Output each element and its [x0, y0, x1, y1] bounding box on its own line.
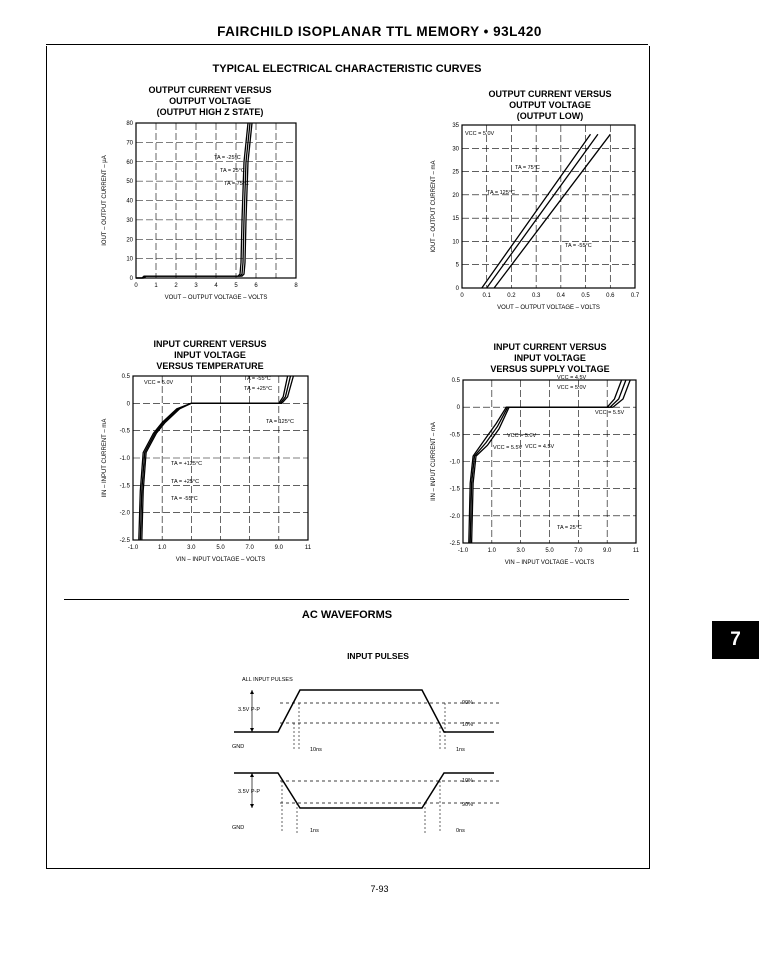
chart2-ylabel: IOUT – OUTPUT CURRENT – mA	[431, 160, 437, 253]
chart2-xtick-label-1: 0.1	[482, 293, 491, 299]
chart2-xtick-label-5: 0.5	[581, 293, 590, 299]
all-input-pulses-label: ALL INPUT PULSES	[242, 677, 293, 683]
chart3-title-line1: INPUT CURRENT VERSUS	[153, 339, 267, 349]
chart3-ytick-label-5: -2.0	[119, 510, 130, 517]
chart1-title-line2: OUTPUT VOLTAGE	[169, 96, 251, 106]
chart-input-vs-supply	[425, 374, 655, 574]
chart3-ytick-label-3: -1.0	[119, 456, 130, 462]
chart2-xlabel: VOUT – OUTPUT VOLTAGE – VOLTS	[497, 305, 600, 311]
chart1-xtick-label-8: 8	[294, 283, 298, 289]
chart4-ytick-label-0: 0.5	[451, 378, 460, 384]
chart2-title-line3: (OUTPUT LOW)	[516, 111, 584, 121]
chart2-annotation-0: VCC = 5.0V	[465, 131, 495, 137]
page-number: 7-93	[370, 884, 389, 894]
chart4-ytick-label-5: -2.0	[449, 513, 460, 520]
chart1-xtick-label-4: 4	[214, 283, 218, 289]
chart1-title-line3: (OUTPUT HIGH Z STATE)	[156, 107, 264, 117]
chart2-ytick-label-0: 0	[455, 286, 459, 292]
chart4-annotation-1: VCC = 5.0V	[507, 433, 537, 439]
chart2-ytick-label-1: 5	[455, 262, 459, 269]
chart1-ytick-label-1: 10	[126, 256, 133, 263]
chart4-title-line2: INPUT VOLTAGE	[514, 353, 586, 363]
chart2-xtick-label-6: 0.6	[606, 293, 615, 299]
chart3-xtick-label-1: 1.0	[157, 545, 167, 551]
arrow-down-icon	[250, 804, 254, 808]
chart2-ytick-label-2: 10	[452, 239, 459, 246]
chart2-xtick-label-4: 0.4	[556, 293, 566, 299]
chart3-ylabel: IIN – INPUT CURRENT – mA	[102, 418, 108, 498]
chart2-ytick-label-5: 25	[452, 169, 459, 176]
gnd-label-2: GND	[232, 825, 245, 831]
chart3-ytick-label-2: -0.5	[119, 428, 130, 435]
chart4-annotation-0: VCC = 4.5V	[525, 444, 555, 450]
chart1-ytick-label-6: 60	[126, 159, 133, 166]
chart4-annotation-3: VCC = 4.5V	[557, 375, 587, 381]
chart4-annotation-2: VCC = 5.5V	[493, 445, 523, 451]
chart1-annotation-0: TA = -25°C	[214, 155, 241, 161]
waveform-rising-pulse	[234, 690, 494, 732]
chart1-annotation-1: TA = 25°C	[220, 168, 245, 174]
percent-90-label-2: 90%	[462, 802, 474, 808]
chart1-ylabel: IOUT – OUTPUT CURRENT – µA	[102, 155, 108, 246]
chart-output-high-z	[96, 115, 311, 315]
chart1-xtick-label-2: 2	[174, 283, 178, 289]
chart2-annotation-3: TA = -55°C	[565, 243, 592, 249]
chart4-xtick-label-0: -1.0	[457, 548, 469, 554]
rise-time-label: 10ns	[310, 747, 322, 753]
chart4-xtick-label-2: 3.0	[516, 548, 525, 554]
chart3-title-line3: VERSUS TEMPERATURE	[156, 361, 264, 371]
chart2-ytick-label-6: 30	[452, 146, 459, 153]
chart4-annotation-4: VCC = 5.0V	[557, 385, 587, 391]
chart4-xtick-label-6: 11	[632, 548, 640, 554]
chart3-xtick-label-2: 3.0	[187, 545, 196, 551]
chart2-ytick-label-7: 35	[452, 123, 459, 129]
header-rule	[46, 44, 648, 45]
chart4-xlabel: VIN – INPUT VOLTAGE – VOLTS	[504, 560, 595, 566]
input-pulses-title: INPUT PULSES	[347, 651, 409, 661]
chart4-xtick-label-5: 9.0	[602, 548, 612, 554]
chart4-xtick-label-3: 5.0	[545, 548, 554, 554]
chart1-xtick-label-1: 1	[154, 283, 158, 289]
percent-10-label-1: 10%	[462, 722, 474, 728]
chart3-ytick-label-6: -2.5	[119, 538, 130, 544]
chart3-ytick-label-1: 0	[126, 401, 130, 408]
chart1-ytick-label-5: 50	[126, 179, 133, 186]
chart-input-vs-temperature	[96, 370, 326, 570]
chart3-xtick-label-5: 9.0	[274, 545, 284, 551]
page-header: FAIRCHILD ISOPLANAR TTL MEMORY • 93L420	[217, 24, 542, 39]
fall-time-label: 1ns	[456, 747, 465, 753]
chart3-annotation-6: TA = -55°C	[171, 496, 198, 502]
chart4-xtick-label-1: 1.0	[487, 548, 497, 554]
chart4-ytick-label-4: -1.5	[449, 486, 460, 493]
chart4-ylabel: IIN – INPUT CURRENT – mA	[431, 422, 437, 501]
chart3-annotation-1: TA = -55°C	[244, 376, 271, 382]
fall-time-label-2: 1ns	[310, 828, 319, 834]
percent-10-label-2: 10%	[462, 778, 474, 784]
chart3-ytick-label-0: 0.5	[121, 374, 130, 380]
chart1-title	[110, 85, 310, 118]
rise-time-label-2: 0ns	[456, 828, 465, 834]
chart1-xlabel: VOUT – OUTPUT VOLTAGE – VOLTS	[164, 295, 268, 301]
chart2-title-line2: OUTPUT VOLTAGE	[509, 100, 591, 110]
chart4-annotation-5: VCC = 5.5V	[595, 410, 625, 416]
section-tab[interactable]: 7	[712, 621, 759, 659]
chart4-title-line1: INPUT CURRENT VERSUS	[493, 342, 607, 352]
chart1-xtick-label-3: 3	[194, 283, 198, 289]
chart3-annotation-4: TA = +125°C	[171, 461, 203, 467]
chart1-ytick-label-3: 30	[126, 217, 133, 224]
chart3-annotation-0: VCC = 5.0V	[144, 380, 174, 386]
chart3-xtick-label-3: 5.0	[216, 545, 225, 551]
amplitude-label-2: 3.5V P-P	[238, 789, 261, 795]
chart2-xtick-label-2: 0.2	[507, 293, 516, 299]
chart1-annotation-2: TA = 75°C	[224, 181, 249, 187]
chart3-title-line2: INPUT VOLTAGE	[174, 350, 246, 360]
chart2-plot-frame	[462, 125, 635, 288]
chart2-annotation-1: TA = 75°C	[515, 165, 540, 171]
chart-output-low	[425, 117, 655, 317]
percent-90-label-1: 90%	[462, 700, 474, 706]
chart4-annotation-6: TA = 25°C	[557, 525, 582, 531]
chart1-ytick-label-2: 20	[126, 237, 133, 244]
chart1-title-line1: OUTPUT CURRENT VERSUS	[148, 85, 272, 95]
chart2-ytick-label-3: 15	[452, 216, 459, 223]
section-title: TYPICAL ELECTRICAL CHARACTERISTIC CURVES	[212, 63, 482, 75]
chart4-ytick-label-1: 0	[456, 405, 460, 412]
chart4-title	[440, 342, 660, 375]
chart3-xtick-label-0: -1.0	[127, 545, 139, 551]
ac-waveforms-title: AC WAVEFORMS	[301, 609, 393, 621]
chart3-xlabel: VIN – INPUT VOLTAGE – VOLTS	[175, 557, 266, 563]
chart2-xtick-label-3: 0.3	[531, 293, 541, 299]
arrow-up-icon	[250, 690, 254, 694]
chart1-ytick-label-7: 70	[126, 140, 133, 147]
input-pulses-diagram	[200, 645, 500, 845]
chart3-title	[110, 339, 310, 372]
chart1-xtick-label-6: 6	[254, 283, 258, 289]
chart2-xtick-label-0: 0	[460, 293, 464, 299]
chart3-xtick-label-4: 7.0	[245, 545, 254, 551]
chart3-annotation-5: TA = +25°C	[171, 479, 200, 485]
chart1-ytick-label-0: 0	[129, 276, 133, 282]
chart1-xtick-label-0: 0	[134, 283, 138, 289]
chart4-ytick-label-2: -0.5	[449, 432, 460, 439]
chart3-annotation-2: TA = +25°C	[244, 386, 273, 392]
chart2-annotation-2: TA = 125°C	[487, 190, 515, 196]
chart2-ytick-label-4: 20	[452, 192, 459, 199]
chart4-xtick-label-4: 7.0	[574, 548, 583, 554]
section-separator	[64, 599, 629, 600]
chart1-series-2	[136, 123, 252, 278]
chart1-ytick-label-4: 40	[126, 198, 133, 205]
chart1-ytick-label-8: 80	[126, 121, 133, 127]
chart2-title-line1: OUTPUT CURRENT VERSUS	[488, 89, 612, 99]
chart4-title-line3: VERSUS SUPPLY VOLTAGE	[490, 364, 610, 374]
amplitude-label-1: 3.5V P-P	[238, 707, 261, 713]
chart3-xtick-label-6: 11	[304, 545, 312, 551]
chart3-ytick-label-4: -1.5	[119, 483, 130, 490]
chart3-annotation-3: TA = 125°C	[266, 419, 294, 425]
chart1-xtick-label-5: 5	[234, 283, 238, 289]
chart4-ytick-label-6: -2.5	[449, 541, 460, 547]
gnd-label-1: GND	[232, 744, 245, 750]
chart2-xtick-label-7: 0.7	[630, 293, 640, 299]
chart4-ytick-label-3: -1.0	[449, 459, 460, 466]
